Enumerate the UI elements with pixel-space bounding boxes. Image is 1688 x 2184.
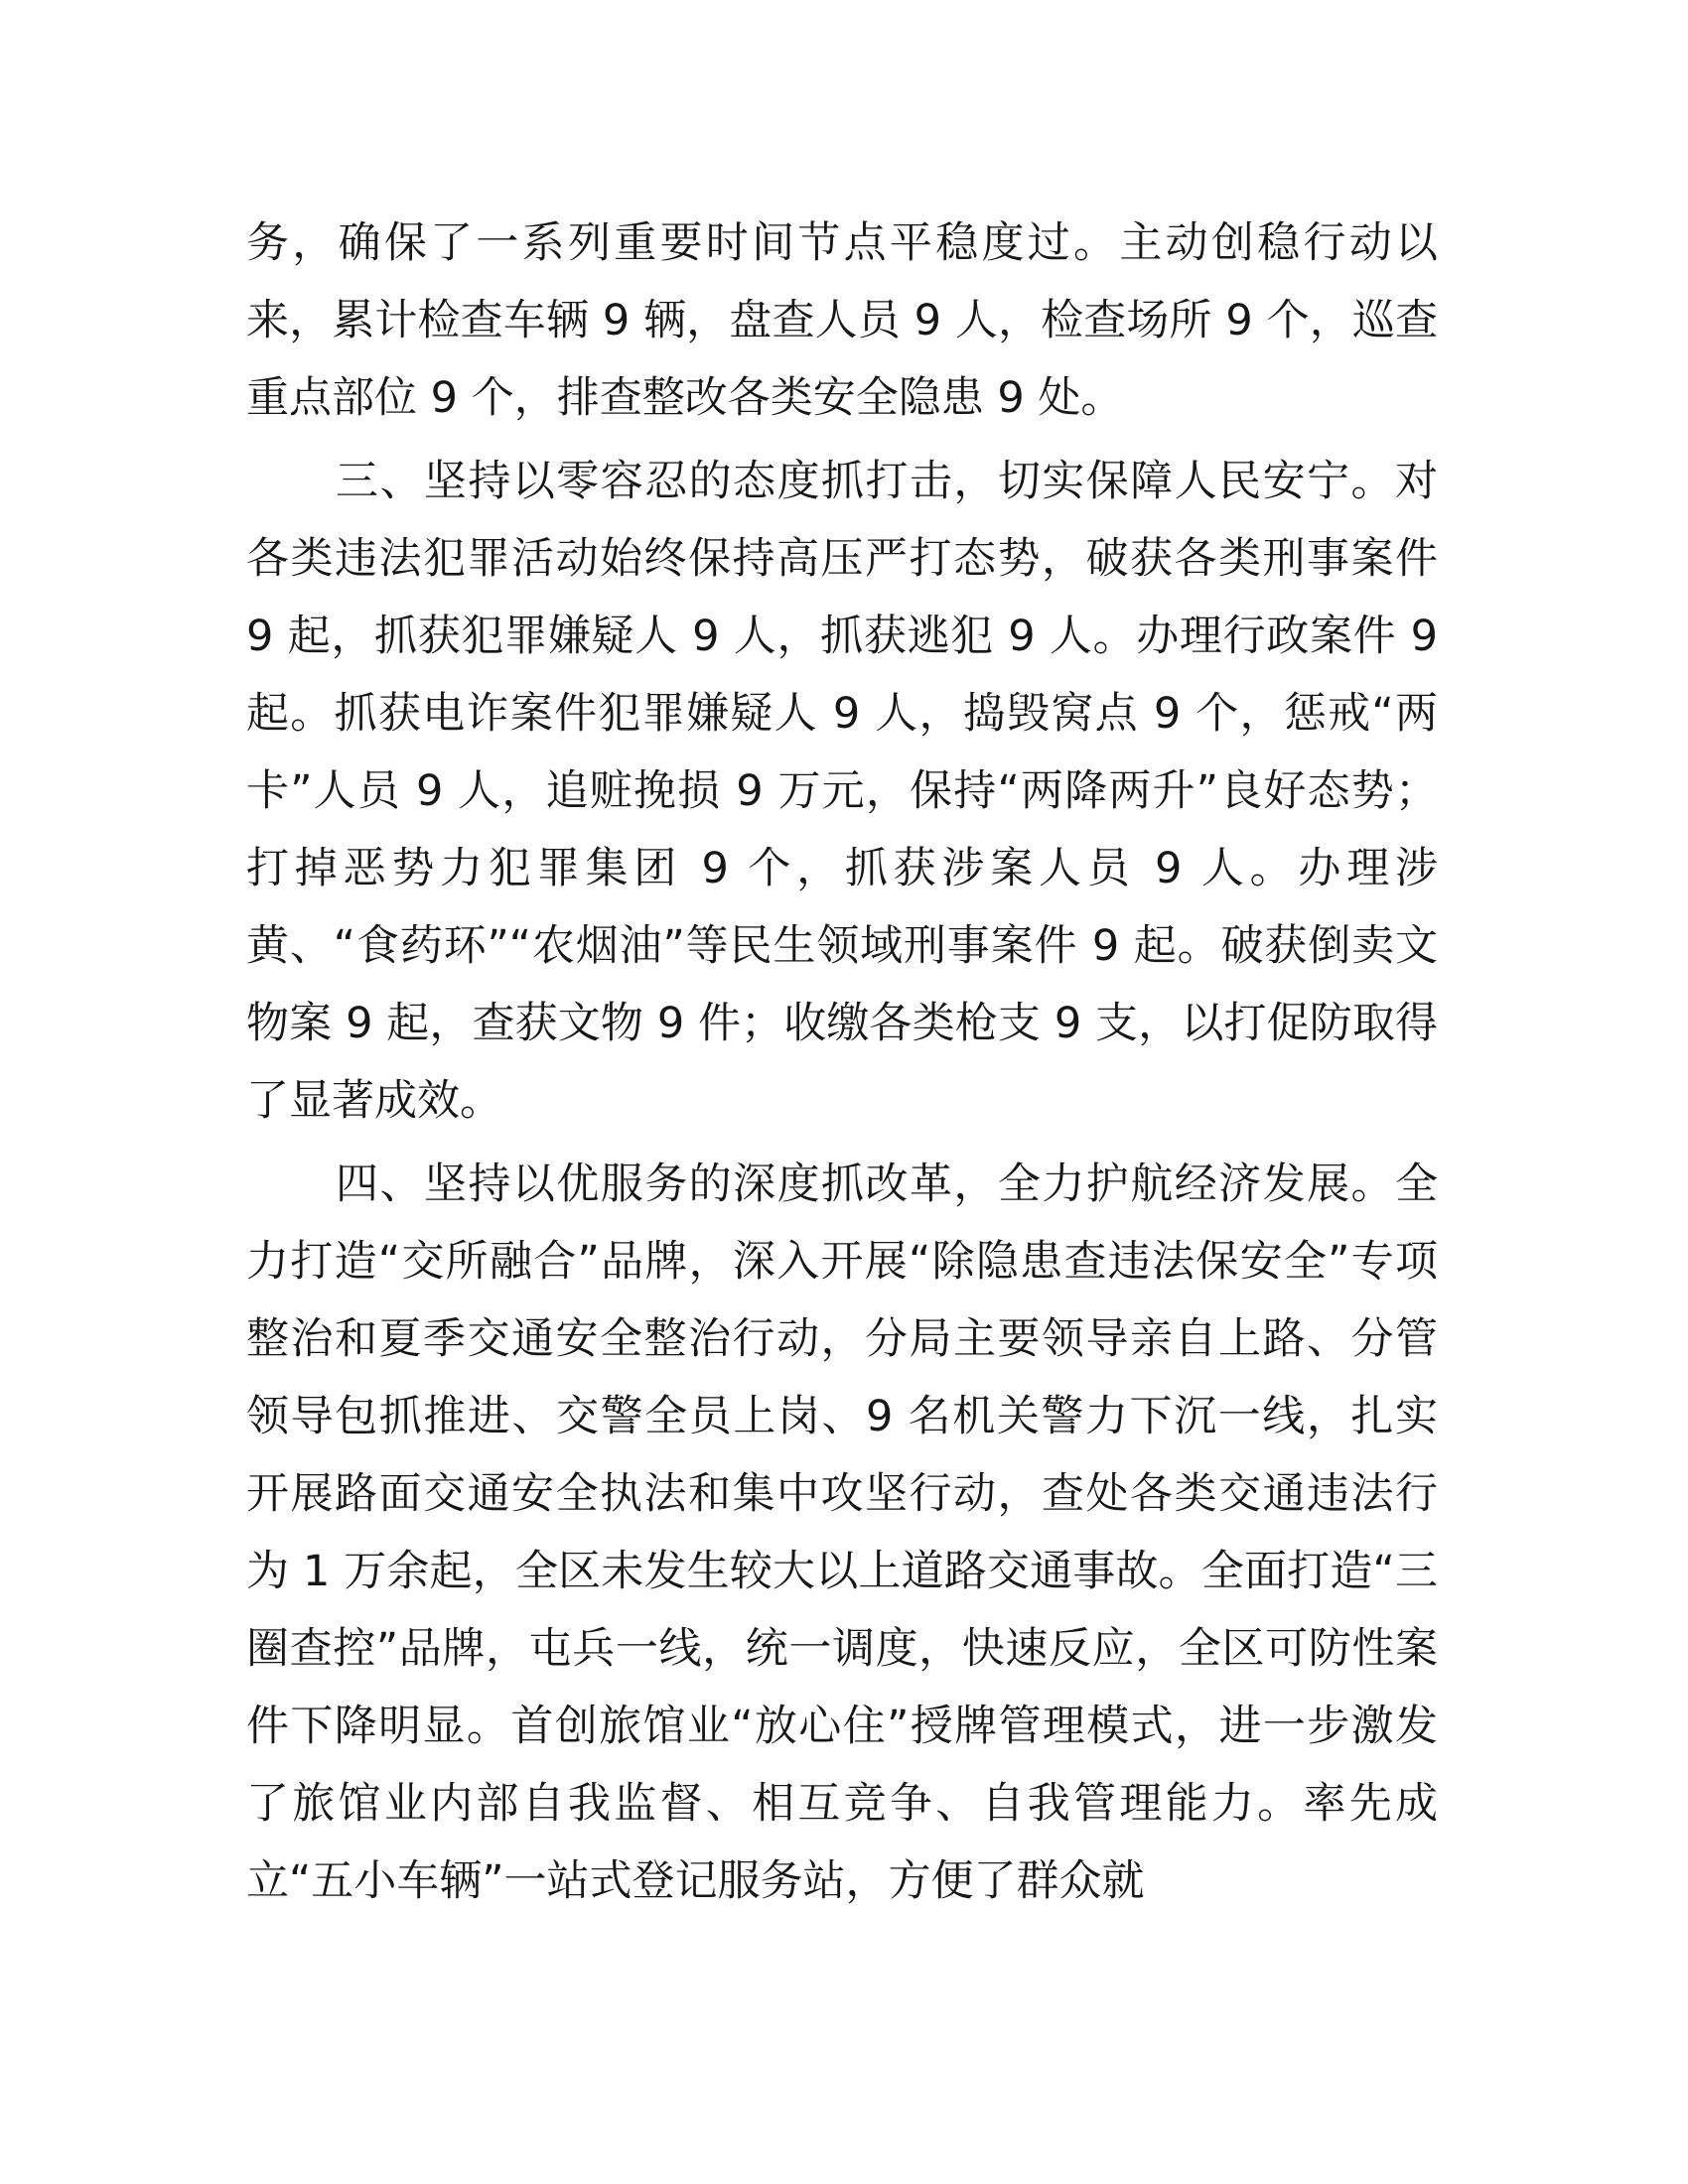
body-text	[246, 205, 1438, 1920]
paragraph-section-four: 四、坚持以优服务的深度抓改革，全力护航经济发展。全力打造“交所融合”品牌，深入开展“除隐患查违法保安全”专项整治和夏季交通安全整治行动，分局主要领导亲自上路、分管领导包抓推进、交警全员上岗、9 名机关警力下沉一线，扎实开展路面交通安全执法和集中攻坚行动，查处各类交通违法行为 1 万余起，全区未发生较大以上道路交通事故。全面打造“三圈查控”品牌，屯兵一线，统一调度，快速反应，全区可防性案件下降明显。首创旅馆业“放心住”授牌管理模式，进一步激发了旅馆业内部自我监督、相互竞争、自我管理能力。率先成立“五小车辆”一站式登记服务站，方便了群众就	[246, 1160, 1438, 1906]
paragraph-continuation: 务，确保了一系列重要时间节点平稳度过。主动创稳行动以来，累计检查车辆 9 辆，盘查人员 9 人，检查场所 9 个，巡查重点部位 9 个，排查整改各类安全隐患 9 处。	[246, 218, 1438, 423]
paragraph-section-three: 三、坚持以零容忍的态度抓打击，切实保障人民安宁。对各类违法犯罪活动始终保持高压严打态势，破获各类刑事案件 9 起，抓获犯罪嫌疑人 9 人，抓获逃犯 9 人。办理行政案件 9 起。抓获电诈案件犯罪嫌疑人 9 人，捣毁窝点 9 个，惩戒“两卡”人员 9 人，追赃挽损 9 万元，保持“两降两升”良好态势；打掉恶势力犯罪集团 9 个，抓获涉案人员 9 人。办理涉黄、“食药环”“农烟油”等民生领域刑事案件 9 起。破获倒卖文物案 9 起，查获文物 9 件；收缴各类枪支 9 支，以打促防取得了显著成效。	[246, 457, 1438, 1126]
